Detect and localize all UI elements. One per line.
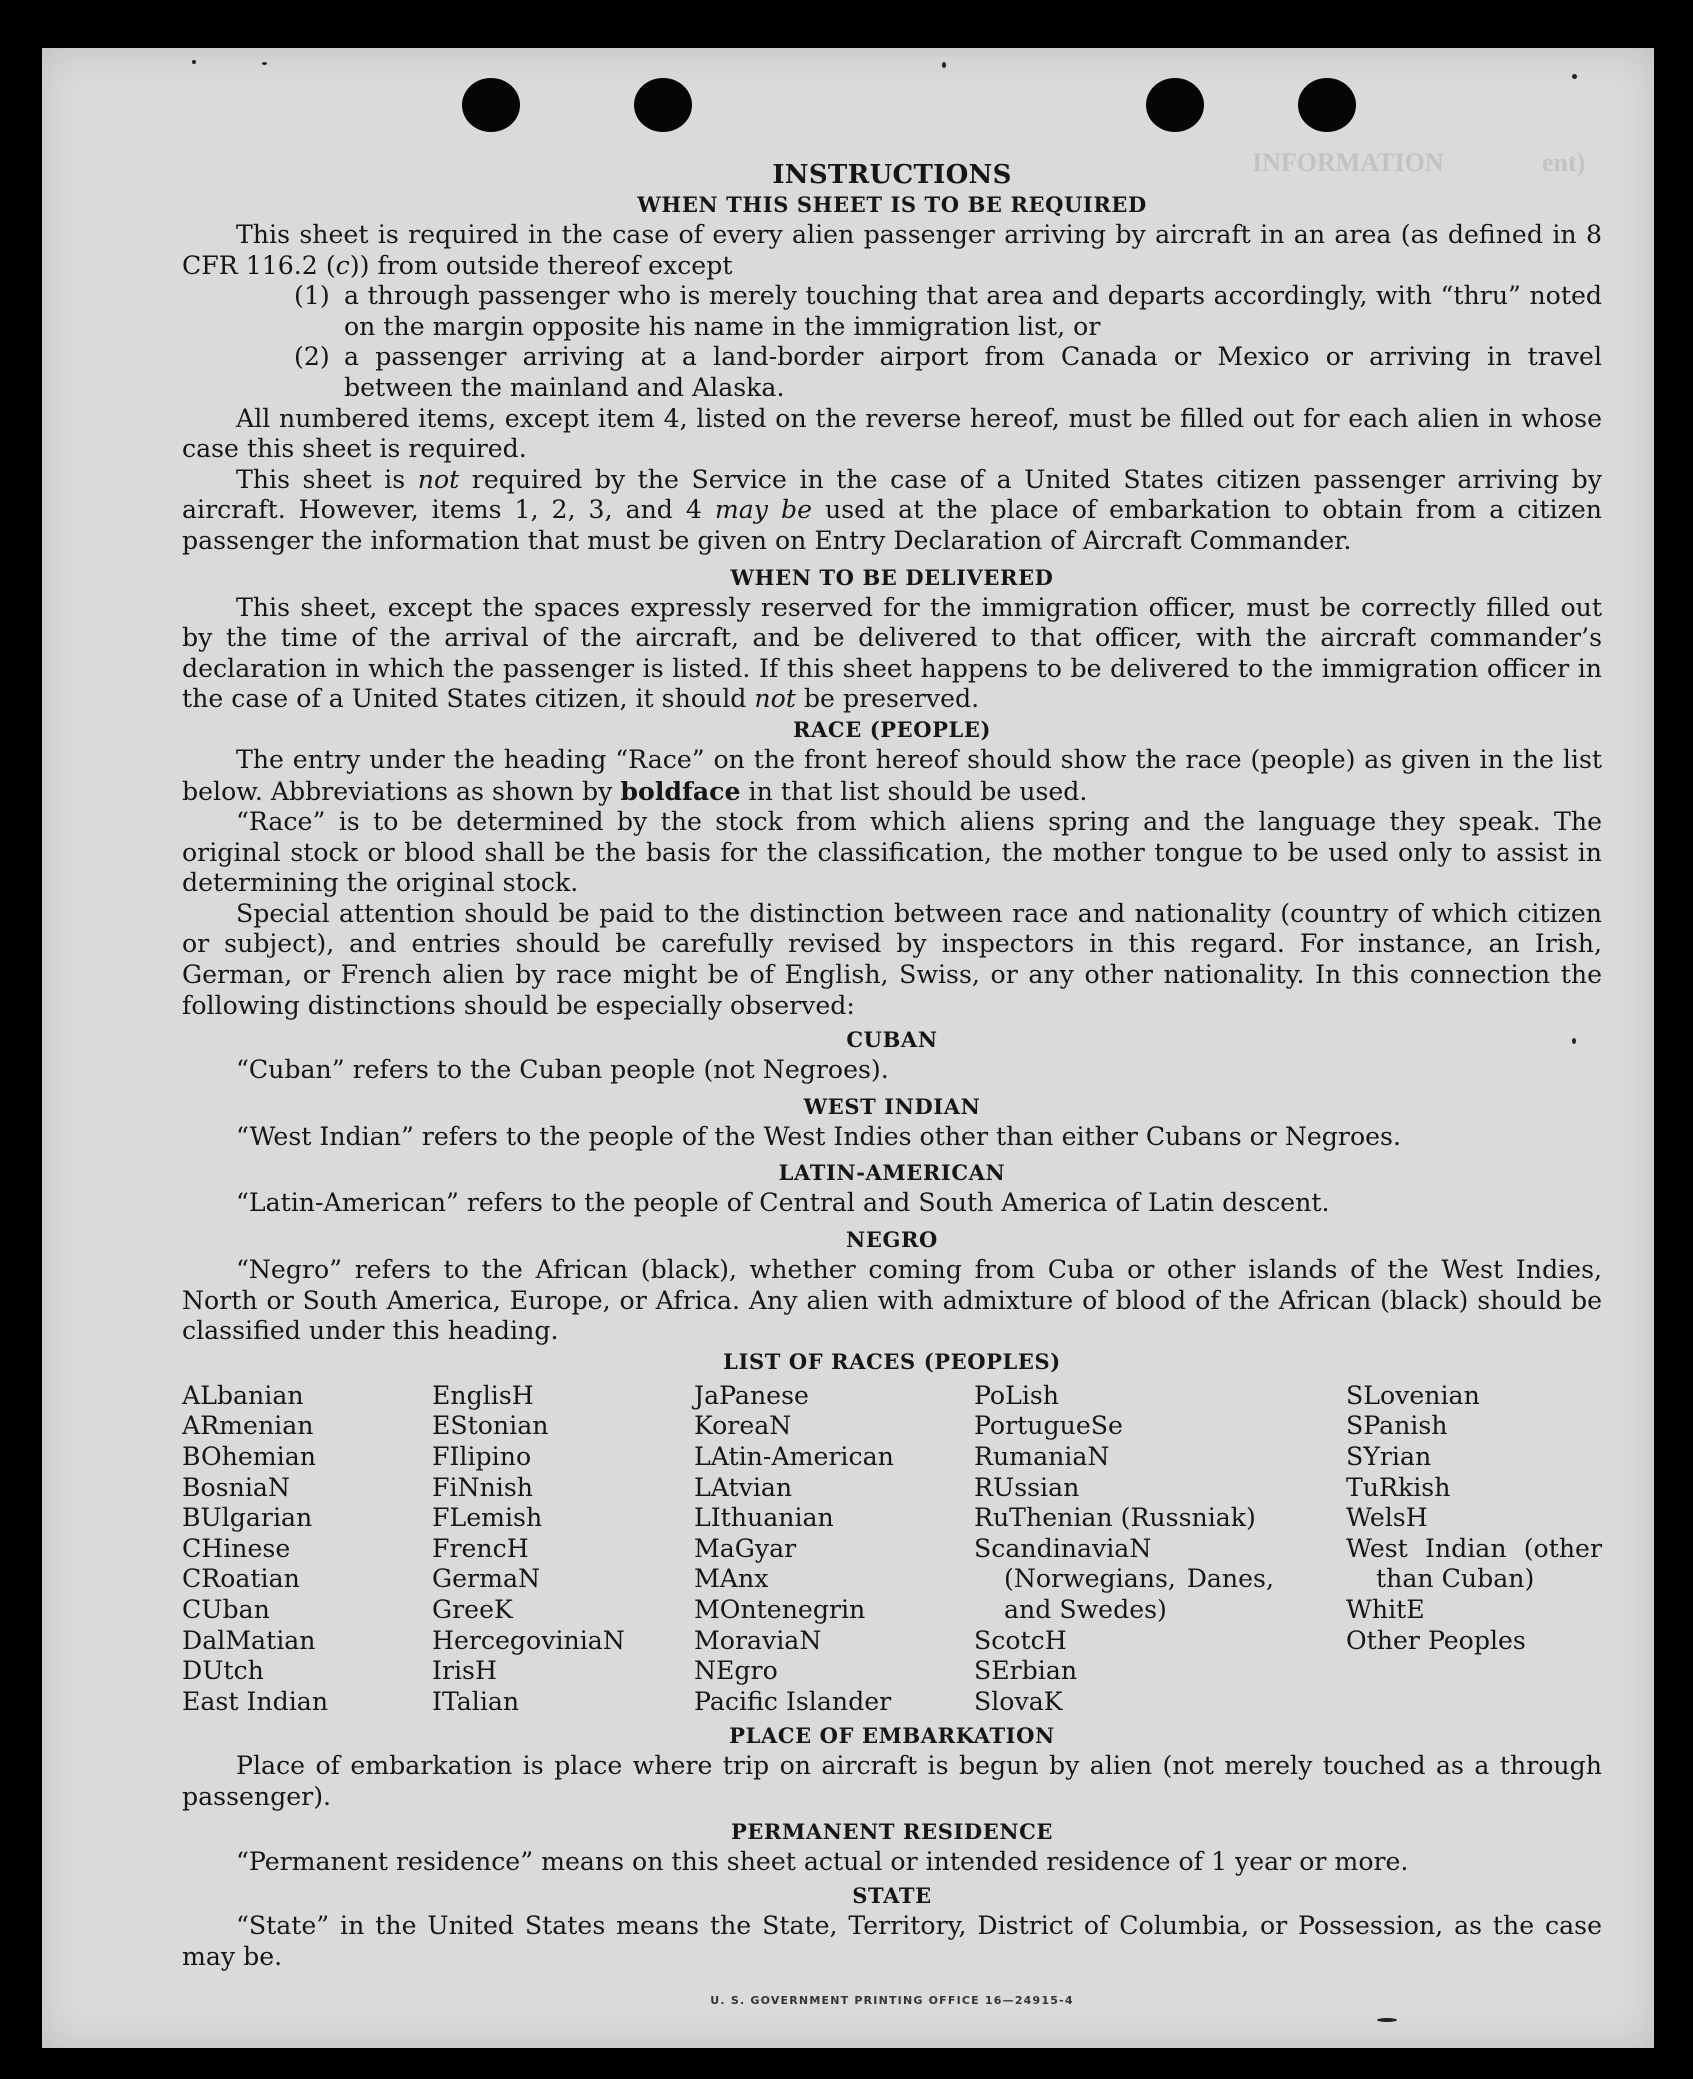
paragraph: “Latin-American” refers to the people of Central and South America of Latin descent. xyxy=(236,1188,1330,1218)
race-entry: FLemish xyxy=(432,1503,543,1533)
section-heading: PERMANENT RESIDENCE xyxy=(730,1818,1054,1844)
section-heading: LIST OF RACES (PEOPLES) xyxy=(723,1348,1061,1374)
races-column xyxy=(432,1381,694,1718)
race-entry: DalMatian xyxy=(182,1625,316,1655)
paragraph: “Permanent residence” means on this sheet actual or intended residence of 1 year or more. xyxy=(236,1846,1409,1876)
race-entry: EnglisH xyxy=(432,1380,534,1410)
race-entry: SlovaK xyxy=(974,1686,1063,1716)
race-entry: SErbian xyxy=(974,1656,1078,1686)
race-entry: JaPanese xyxy=(694,1380,809,1410)
races-column xyxy=(694,1381,974,1718)
races-list xyxy=(182,1381,1602,1718)
race-entry: BosniaN xyxy=(182,1472,290,1502)
race-entry: IrisH xyxy=(432,1656,497,1686)
race-entry: LAtvian xyxy=(694,1472,793,1502)
race-entry: MOntenegrin xyxy=(694,1594,866,1624)
bleed-through-text: ent) xyxy=(1542,148,1586,177)
race-entry: HercegoviniaN xyxy=(432,1625,625,1655)
race-entry: RumaniaN xyxy=(974,1442,1110,1471)
section-heading: NEGRO xyxy=(846,1227,938,1253)
punch-hole xyxy=(462,78,520,132)
race-entry: West Indian (other than Cuban) xyxy=(1346,1533,1602,1594)
race-entry: KoreaN xyxy=(694,1411,792,1441)
race-entry: PortugueSe xyxy=(974,1411,1123,1441)
race-entry: MoraviaN xyxy=(694,1625,822,1655)
races-column xyxy=(974,1381,1274,1718)
bleed-through-text: INFORMATION xyxy=(1252,148,1444,177)
race-entry: Other Peoples xyxy=(1346,1625,1526,1655)
punch-hole xyxy=(1146,78,1204,132)
race-entry: FrencH xyxy=(432,1533,529,1563)
race-entry: CRoatian xyxy=(182,1564,300,1594)
list-item: (1) a through passenger who is merely touching that area and departs accordingly, with “thru” noted on the margin opposite his name in the immigration list, or xyxy=(294,281,1602,341)
section-heading: LATIN-AMERICAN xyxy=(778,1160,1006,1186)
race-entry: East Indian xyxy=(182,1686,329,1716)
paragraph: “Negro” refers to the African (black), whether coming from Cuba or other islands of the West Indies, North or South America, Europe, or Africa. Any alien with admixture of blood of the African (black) should be classified under this heading. xyxy=(182,1255,1602,1346)
race-entry: ScandinaviaN (Norwegians, Danes, and Swedes) xyxy=(974,1533,1274,1624)
section-heading: WEST INDIAN xyxy=(803,1093,981,1119)
race-entry: Pacific Islander xyxy=(694,1686,892,1716)
race-entry: ScotcH xyxy=(974,1625,1067,1655)
speck xyxy=(942,62,946,68)
race-entry: BOhemian xyxy=(182,1442,316,1471)
race-entry: DUtch xyxy=(182,1656,264,1686)
paragraph: “State” in the United States means the State, Territory, District of Columbia, or Possession, as the case may be. xyxy=(182,1911,1602,1971)
paragraph: “Race” is to be determined by the stock from which aliens spring and the language they speak. The original stock or blood shall be the basis for the classification, the mother tongue to be used only to assist in determining the original stock. xyxy=(182,807,1602,898)
race-entry: LIthuanian xyxy=(694,1503,834,1533)
race-entry: CHinese xyxy=(182,1533,291,1563)
printer-imprint: U. S. GOVERNMENT PRINTING OFFICE 16—24915-4 xyxy=(710,1994,1074,2008)
race-entry: BUlgarian xyxy=(182,1503,313,1533)
speck xyxy=(1572,74,1577,79)
race-entry: PoLish xyxy=(974,1380,1060,1410)
race-entry: SPanish xyxy=(1346,1411,1448,1441)
paragraph: Special attention should be paid to the distinction between race and nationality (country of which citizen or subject), and entries should be carefully revised by inspectors in this regard. For instance, an Irish, German, or French alien by race might be of English, Swiss, or any other nationality. In this connection the following distinctions should be especially observed: xyxy=(182,898,1602,1020)
list-item: (2) a passenger arriving at a land-border airport from Canada or Mexico or arriving in travel between the mainland and Alaska. xyxy=(294,342,1602,402)
section-heading: STATE xyxy=(852,1883,932,1909)
race-entry: ARmenian xyxy=(182,1411,314,1441)
race-entry: EStonian xyxy=(432,1411,549,1441)
race-entry: RUssian xyxy=(974,1472,1080,1502)
section-heading: CUBAN xyxy=(846,1027,938,1053)
punch-hole xyxy=(634,78,692,132)
paragraph: “Cuban” refers to the Cuban people (not Negroes). xyxy=(236,1055,889,1085)
section-heading: RACE (PEOPLE) xyxy=(792,716,992,742)
races-column xyxy=(1346,1381,1602,1718)
races-column xyxy=(182,1381,432,1718)
race-entry: LAtin-American xyxy=(694,1442,894,1471)
race-entry: RuThenian (Russniak) xyxy=(974,1503,1256,1533)
punch-hole xyxy=(1298,78,1356,132)
speck xyxy=(1377,2018,1397,2022)
speck xyxy=(262,62,267,65)
race-entry: TuRkish xyxy=(1346,1472,1451,1502)
section-heading: WHEN THIS SHEET IS TO BE REQUIRED xyxy=(637,192,1147,217)
paragraph: “West Indian” refers to the people of the West Indies other than either Cubans or Negroes. xyxy=(236,1121,1401,1151)
paragraph: This sheet, except the spaces expressly reserved for the immigration officer, must be correctly filled out by the time of the arrival of the aircraft, and be delivered to that officer, with the aircraft commander’s declaration in which the passenger is listed. If this sheet happens to be delivered to the immigration officer in the case of a United States citizen, it should not be preserved. xyxy=(182,592,1602,714)
race-entry: FiNnish xyxy=(432,1472,533,1502)
race-entry: WelsH xyxy=(1346,1503,1428,1533)
paragraph: This sheet is required in the case of every alien passenger arriving by aircraft in an area (as defined in 8 CFR 116.2 (c)) from outside thereof except xyxy=(182,220,1602,280)
race-entry: NEgro xyxy=(694,1656,778,1686)
race-entry: CUban xyxy=(182,1594,270,1624)
instructions-body xyxy=(182,160,1602,2017)
page-title: INSTRUCTIONS xyxy=(772,160,1012,190)
section-heading: WHEN TO BE DELIVERED xyxy=(730,564,1054,590)
race-entry: ALbanian xyxy=(182,1380,304,1410)
race-entry: MaGyar xyxy=(694,1533,797,1563)
section-heading: PLACE OF EMBARKATION xyxy=(729,1723,1055,1749)
race-entry: WhitE xyxy=(1346,1594,1425,1624)
paragraph: The entry under the heading “Race” on the front hereof should show the race (people) as given in the list below. Abbreviations as shown by boldface in that list should be used. xyxy=(182,744,1602,806)
race-entry: GreeK xyxy=(432,1594,513,1624)
speck xyxy=(192,60,196,64)
race-entry: GermaN xyxy=(432,1564,541,1594)
paragraph: This sheet is not required by the Service in the case of a United States citizen passenger arriving by aircraft. However, items 1, 2, 3, and 4 may be used at the place of embarkation to obtain from a citizen passenger the information that must be given on Entry Declaration of Aircraft Commander. xyxy=(182,464,1602,555)
document-sheet xyxy=(42,48,1654,2048)
paragraph: All numbered items, except item 4, listed on the reverse hereof, must be filled out for each alien in whose case this sheet is required. xyxy=(182,403,1602,464)
race-entry: SYrian xyxy=(1346,1442,1432,1471)
race-entry: FIlipino xyxy=(432,1442,532,1471)
race-entry: ITalian xyxy=(432,1686,520,1716)
paragraph: Place of embarkation is place where trip on aircraft is begun by alien (not merely touched as a through passenger). xyxy=(182,1751,1602,1811)
race-entry: MAnx xyxy=(694,1564,769,1594)
race-entry: SLovenian xyxy=(1346,1380,1480,1410)
